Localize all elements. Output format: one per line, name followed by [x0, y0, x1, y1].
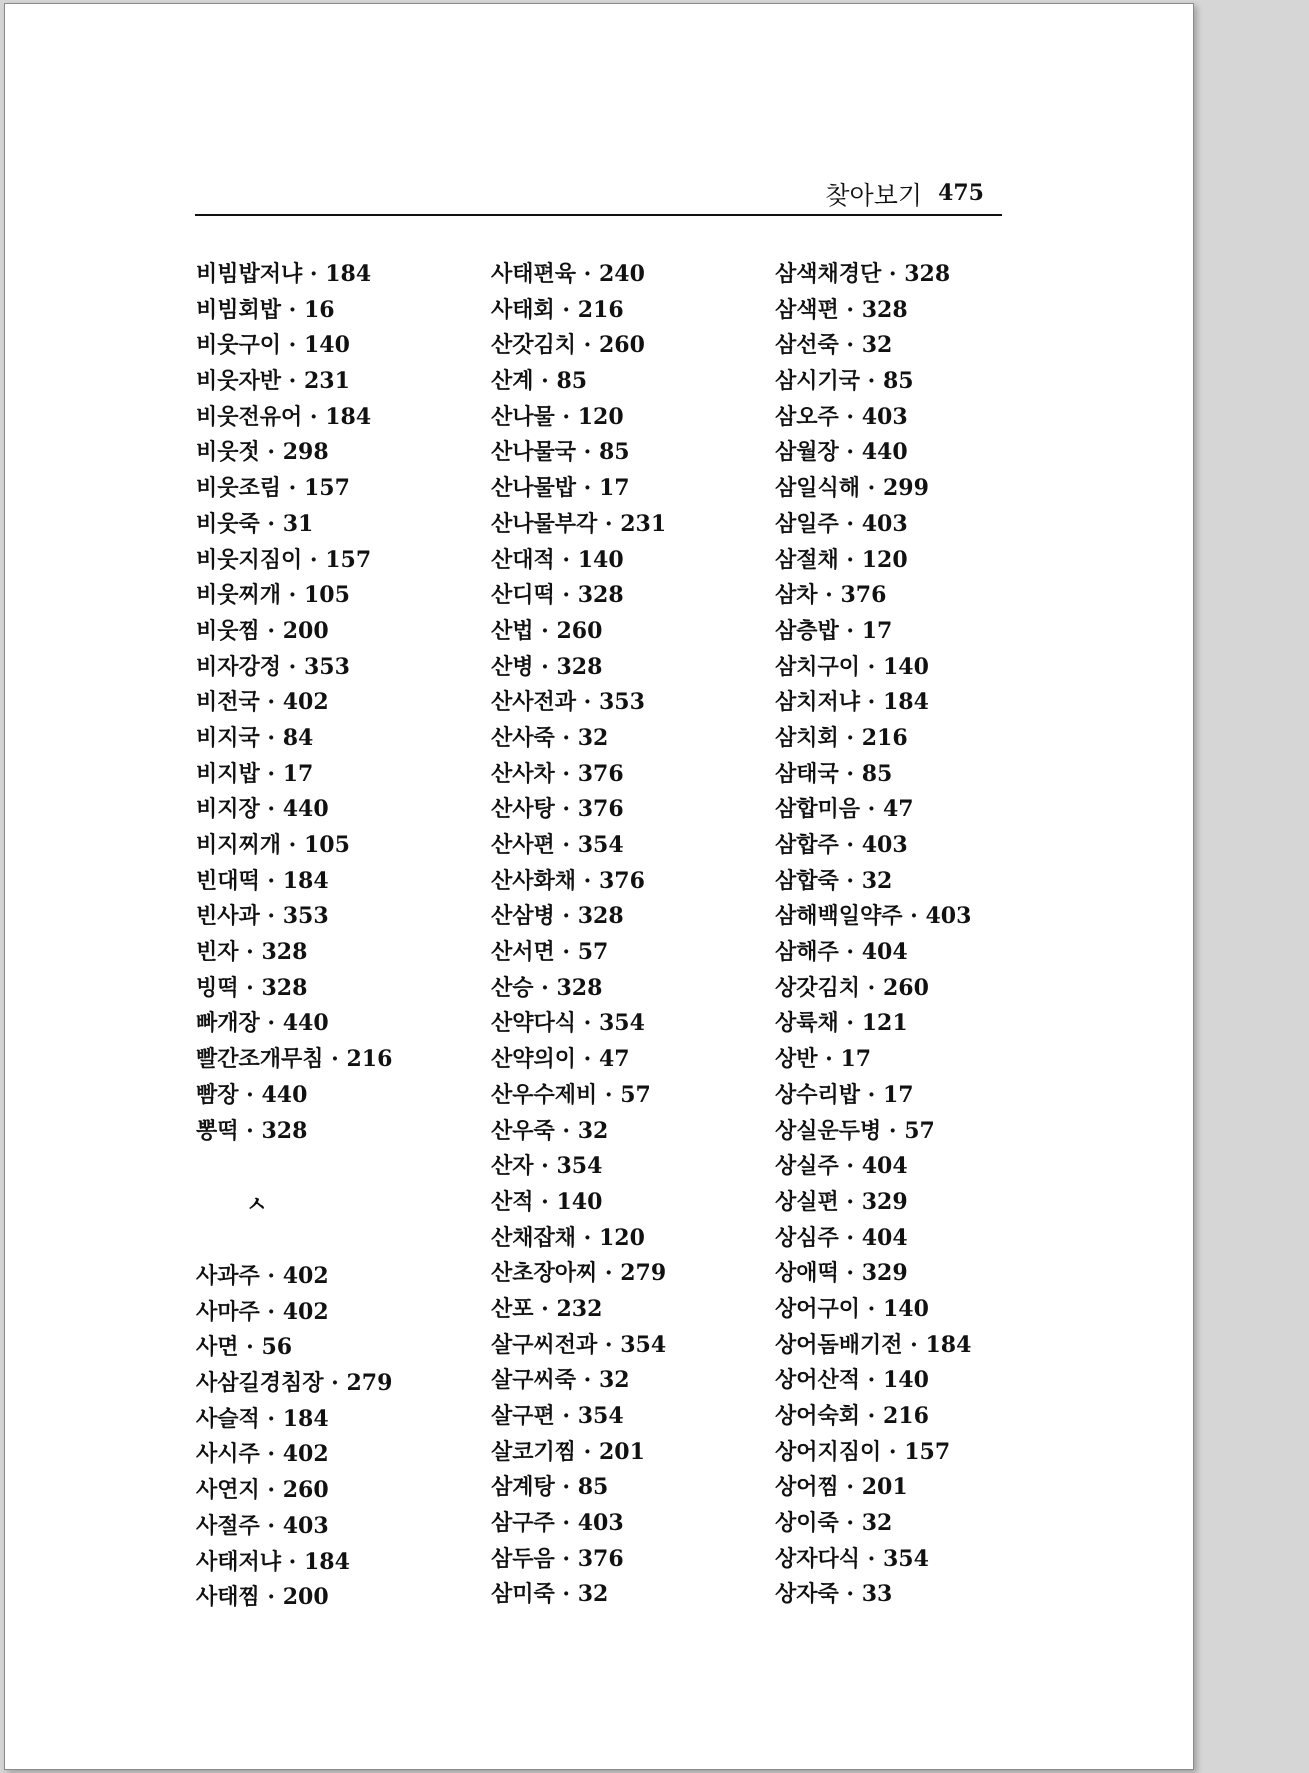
index-entry: 비웃자반 · 231 [196, 368, 350, 395]
index-entry: 비웃지짐이 · 157 [196, 546, 372, 573]
index-entry: 삼계탕 · 85 [491, 1474, 609, 1501]
index-entry: 산사죽 · 32 [491, 724, 609, 751]
index-entry: 상어구이 · 140 [775, 1295, 929, 1322]
index-entry: 삼일주 · 403 [775, 510, 908, 537]
index-entry: 산채잡채 · 120 [491, 1224, 645, 1251]
index-entry: 삼일식해 · 299 [775, 475, 929, 502]
index-entry: 삼미죽 · 32 [491, 1581, 609, 1608]
index-entry: 삼두음 · 376 [491, 1545, 624, 1572]
section-letter: ㅅ [246, 1192, 268, 1218]
index-entry: 사절주 · 403 [196, 1512, 329, 1539]
index-column-1 [196, 257, 392, 1149]
index-entry: 산우수제비 · 57 [491, 1081, 651, 1108]
index-entry: 산디떡 · 328 [491, 582, 624, 609]
index-entry: 산병 · 328 [491, 653, 603, 680]
index-entry: 산자 · 354 [491, 1153, 603, 1180]
running-head-title: 찾아보기 [825, 181, 922, 210]
index-entry: 빈대떡 · 184 [196, 867, 329, 894]
index-entry: 삼해백일약주 · 403 [775, 903, 972, 930]
index-entry: 사삼길경침장 · 279 [196, 1370, 393, 1397]
index-entry: 사슬적 · 184 [196, 1405, 329, 1432]
index-entry: 산약의이 · 47 [491, 1046, 630, 1073]
index-entry: 비전국 · 402 [196, 689, 329, 716]
index-entry: 산사탕 · 376 [491, 796, 624, 823]
index-entry: 산사전과 · 353 [491, 689, 645, 716]
index-entry: 산포 · 232 [491, 1295, 603, 1322]
index-entry: 상갓김치 · 260 [775, 974, 929, 1001]
index-entry: 사태회 · 216 [491, 296, 624, 323]
index-entry: 삼층밥 · 17 [775, 617, 893, 644]
page-header [195, 174, 1002, 216]
index-entry: 삼시기국 · 85 [775, 368, 914, 395]
index-entry: 사태저냐 · 184 [196, 1548, 350, 1575]
index-entry: 뽕떡 · 328 [196, 1117, 308, 1144]
index-entry: 상반 · 17 [775, 1046, 872, 1073]
index-entry: 삼합미음 · 47 [775, 796, 914, 823]
index-entry: 삼치구이 · 140 [775, 653, 929, 680]
index-entry: 삼선죽 · 32 [775, 332, 893, 359]
index-entry: 사마주 · 402 [196, 1298, 329, 1325]
index-entry: 상자죽 · 33 [775, 1581, 893, 1608]
index-entry: 산초장아찌 · 279 [491, 1260, 667, 1287]
index-entry: 삼치저냐 · 184 [775, 689, 929, 716]
index-entry: 상어숙회 · 216 [775, 1403, 929, 1429]
index-entry: 삼색채경단 · 328 [775, 261, 951, 287]
index-entry: 산적 · 140 [491, 1188, 603, 1215]
index-entry: 삼색편 · 328 [775, 296, 908, 323]
index-entry: 삼절채 · 120 [775, 546, 908, 573]
index-entry: 비웃죽 · 31 [196, 510, 314, 537]
index-entry: 삼오주 · 403 [775, 403, 908, 430]
index-entry: 삼합죽 · 32 [775, 867, 893, 894]
index-entry: 상륙채 · 121 [775, 1010, 908, 1037]
index-column-3 [775, 257, 971, 1613]
index-entry: 사태찜 · 200 [196, 1584, 329, 1611]
index-entry: 삼해주 · 404 [775, 939, 908, 966]
index-entry: 비지장 · 440 [196, 796, 329, 823]
index-entry: 산서면 · 57 [491, 939, 609, 966]
index-entry: 상애떡 · 329 [775, 1260, 908, 1287]
index-entry: 비지밥 · 17 [196, 760, 314, 787]
index-entry: 사면 · 56 [196, 1334, 293, 1361]
index-entry: 산사화채 · 376 [491, 867, 645, 894]
index-entry: 사태편육 · 240 [491, 261, 645, 287]
index-entry: 산갓김치 · 260 [491, 332, 645, 359]
index-entry: 빰장 · 440 [196, 1081, 308, 1108]
index-entry: 산나물 · 120 [491, 403, 624, 430]
page-number: 475 [938, 180, 984, 206]
index-entry: 상실주 · 404 [775, 1153, 908, 1180]
index-entry: 비웃젓 · 298 [196, 439, 329, 466]
index-entry: 삼합주 · 403 [775, 832, 908, 858]
index-entry: 비빔회밥 · 16 [196, 296, 335, 323]
index-entry: 산사편 · 354 [491, 832, 624, 858]
index-entry: 빨간조개무침 · 216 [196, 1046, 393, 1073]
index-entry: 비웃찌개 · 105 [196, 582, 350, 609]
index-entry: 비웃조림 · 157 [196, 475, 350, 502]
index-entry: 사시주 · 402 [196, 1441, 329, 1468]
index-entry: 삼차 · 376 [775, 582, 887, 609]
index-entry: 상실운두병 · 57 [775, 1117, 935, 1144]
index-entry: 삼월장 · 440 [775, 439, 908, 466]
index-entry: 상이죽 · 32 [775, 1510, 893, 1537]
index-entry: 산계 · 85 [491, 368, 588, 395]
index-entry: 비자강정 · 353 [196, 653, 350, 680]
index-entry: 산법 · 260 [491, 617, 603, 644]
index-entry: 삼치회 · 216 [775, 724, 908, 751]
index-entry: 비빔밥저냐 · 184 [196, 261, 372, 287]
index-entry: 비지국 · 84 [196, 724, 314, 751]
index-entry: 비지찌개 · 105 [196, 832, 350, 858]
index-entry: 사연지 · 260 [196, 1477, 329, 1504]
index-entry: 상심주 · 404 [775, 1224, 908, 1251]
index-entry: 산승 · 328 [491, 974, 603, 1001]
index-entry: 상어산적 · 140 [775, 1367, 929, 1394]
index-entry: 빙떡 · 328 [196, 974, 308, 1001]
index-entry: 비웃구이 · 140 [196, 332, 350, 359]
index-column-1-continued [196, 1259, 392, 1616]
index-entry: 살구편 · 354 [491, 1403, 624, 1429]
index-entry: 상어찜 · 201 [775, 1474, 908, 1501]
index-entry: 산나물국 · 85 [491, 439, 630, 466]
index-entry: 산대적 · 140 [491, 546, 624, 573]
index-entry: 산약다식 · 354 [491, 1010, 645, 1037]
index-entry: 빠개장 · 440 [196, 1010, 329, 1037]
index-entry: 빈사과 · 353 [196, 903, 329, 930]
index-entry: 살구씨전과 · 354 [491, 1331, 667, 1358]
index-entry: 사과주 · 402 [196, 1263, 329, 1289]
index-entry: 산사차 · 376 [491, 760, 624, 787]
index-entry: 상수리밥 · 17 [775, 1081, 914, 1108]
index-entry: 살구씨죽 · 32 [491, 1367, 630, 1394]
index-entry: 산삼병 · 328 [491, 903, 624, 930]
index-entry: 상어돔배기전 · 184 [775, 1331, 972, 1358]
index-entry: 삼구주 · 403 [491, 1510, 624, 1537]
index-entry: 삼태국 · 85 [775, 760, 893, 787]
index-entry: 산우죽 · 32 [491, 1117, 609, 1144]
index-entry: 산나물부각 · 231 [491, 510, 667, 537]
index-entry: 산나물밥 · 17 [491, 475, 630, 502]
index-entry: 상자다식 · 354 [775, 1545, 929, 1572]
index-entry: 상실편 · 329 [775, 1188, 908, 1215]
index-entry: 빈자 · 328 [196, 939, 308, 966]
index-entry: 비웃전유어 · 184 [196, 403, 372, 430]
index-column-2 [491, 257, 666, 1613]
index-entry: 비웃찜 · 200 [196, 617, 329, 644]
index-entry: 상어지짐이 · 157 [775, 1438, 951, 1465]
index-entry: 살코기찜 · 201 [491, 1438, 645, 1465]
